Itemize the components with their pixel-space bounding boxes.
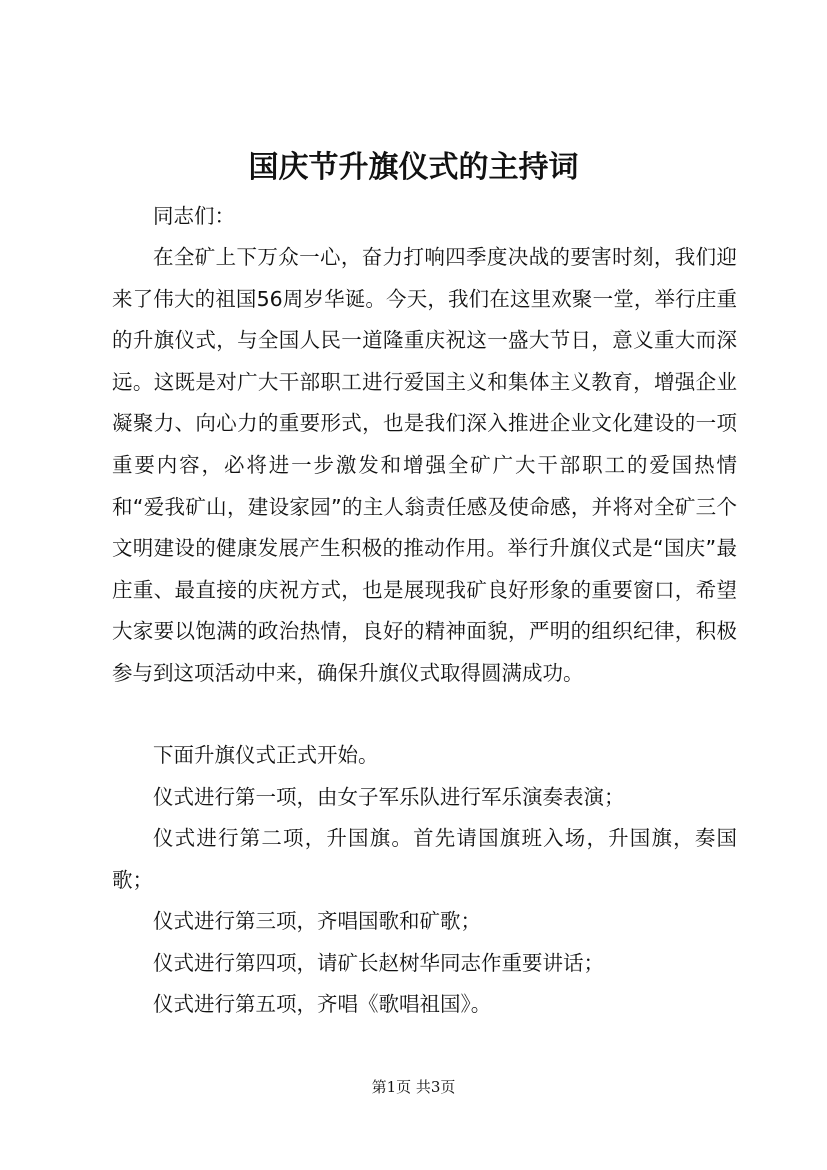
ceremony-item-5-block <box>112 984 737 1026</box>
ceremony-item-5: 仪式进行第五项，齐唱《歌唱祖国》。 <box>153 992 492 1016</box>
ceremony-item-4-block <box>112 943 737 985</box>
ceremony-item-3-block <box>112 901 737 943</box>
page-title: 国庆节升旗仪式的主持词 <box>248 150 579 185</box>
page-footer: 第1页 共3页 <box>371 1078 456 1096</box>
main-paragraph-block <box>112 237 737 695</box>
salutation: 同志们： <box>153 204 235 228</box>
ceremony-item-1-block <box>112 777 737 819</box>
ceremony-item-4: 仪式进行第四项，请矿长赵树华同志作重要讲话； <box>153 951 604 975</box>
ceremony-item-2: 仪式进行第二项，升国旗。首先请国旗班入场，升国旗，奏国歌； <box>112 826 737 892</box>
ceremony-item-1: 仪式进行第一项，由女子军乐队进行军乐演奏表演； <box>153 785 625 809</box>
ceremony-item-2-block <box>112 818 737 901</box>
announce-paragraph: 下面升旗仪式正式开始。 <box>153 743 379 767</box>
announce-block <box>112 735 737 777</box>
salutation-block <box>112 196 737 238</box>
ceremony-item-3: 仪式进行第三项，齐唱国歌和矿歌； <box>153 909 481 933</box>
main-paragraph: 在全矿上下万众一心，奋力打响四季度决战的要害时刻，我们迎来了伟大的祖国56周岁华诞。今天，我们在这里欢聚一堂，举行庄重的升旗仪式，与全国人民一道隆重庆祝这一盛大节日，意义重大而深远。这既是对广大干部职工进行爱国主义和集体主义教育，增强企业凝聚力、向心力的重要形式，也是我们深入推进企业文化建设的一项重要内容，必将进一步激发和增强全矿广大干部职工的爱国热情和“爱我矿山，建设家园”的主人翁责任感及使命感，并将对全矿三个文明建设的健康发展产生积极的推动作用。举行升旗仪式是“国庆”最庄重、最直接的庆祝方式，也是展现我矿良好形象的重要窗口，希望大家要以饱满的政治热情，良好的精神面貌，严明的组织纪律，积极参与到这项活动中来，确保升旗仪式取得圆满成功。 <box>112 245 737 685</box>
